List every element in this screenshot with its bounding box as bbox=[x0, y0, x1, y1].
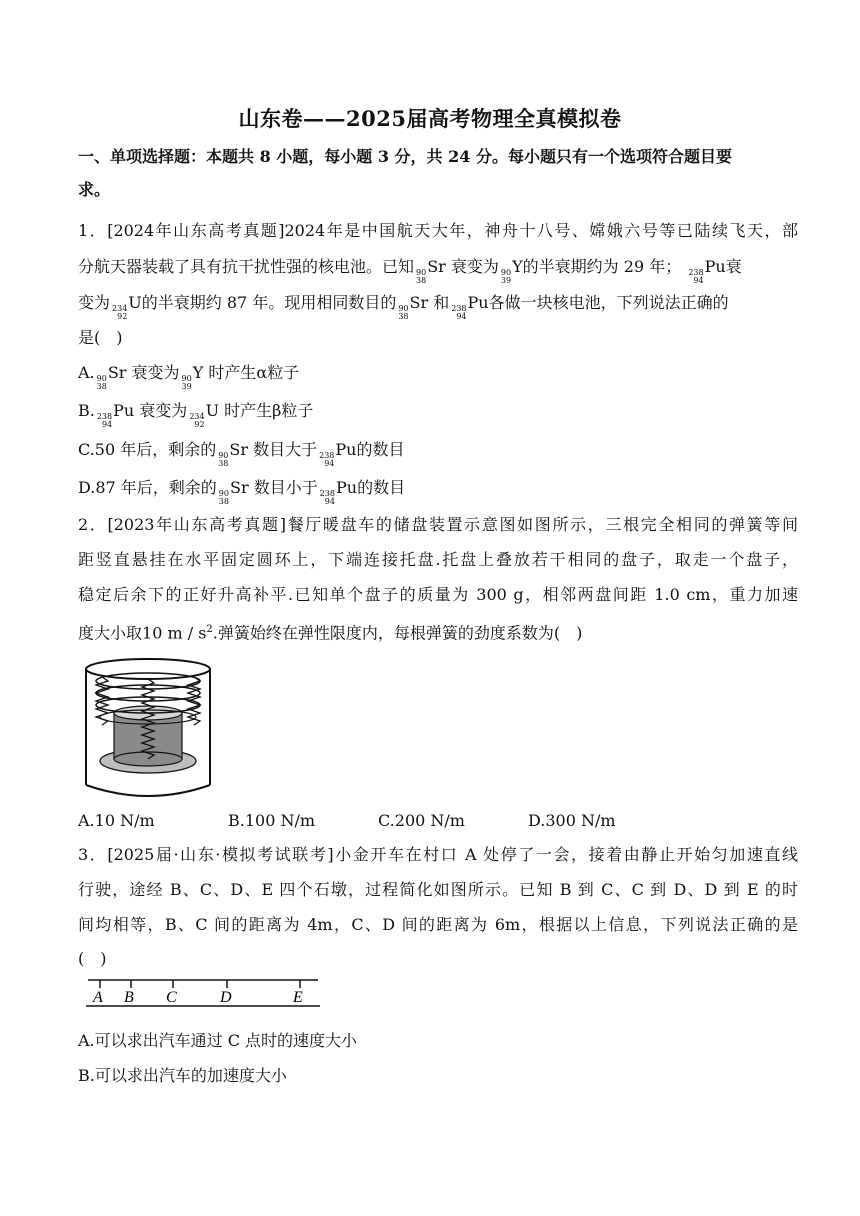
plate-warmer-figure bbox=[78, 655, 218, 801]
nuclide-pu: 238 94 bbox=[688, 268, 704, 285]
point-a-label: A bbox=[93, 989, 103, 1006]
point-d-label: D bbox=[220, 989, 232, 1006]
q2-line1: 2．[2023年山东高考真题]餐厅暖盘车的储盘装置示意图如图所示，三根完全相同的弹簧等间 bbox=[78, 515, 798, 534]
q1-option-d: D.87 年后，剩余的 90 38 Sr 数目小于 238 94 Pu的数目 bbox=[78, 478, 406, 506]
q2-option-b: B.100 N/m bbox=[228, 811, 316, 830]
section-heading-line1: 一、单项选择题：本题共 8 小题，每小题 3 分，共 24 分。每小题只有一个选项符合题目要 bbox=[78, 147, 732, 166]
nuclide-u: 234 92 bbox=[112, 304, 128, 321]
q1-option-b: B. 238 94 Pu 衰变为 234 92 U 时产生β粒子 bbox=[78, 401, 314, 429]
q2-line4: 度大小取10 m / $s^2$.弹簧始终在弹性限度内，每根弹簧的劲度系数为( ) bbox=[78, 623, 583, 643]
q3-line2: 行驶，途经 B、C、D、E 四个石墩，过程简化如图所示。已知 B 到 C、C 到 D、D 到 E 的时 bbox=[78, 880, 798, 899]
section-heading-line2: 求。 bbox=[78, 180, 111, 199]
q3-line1: 3．[2025届·山东·模拟考试联考]小金开车在村口 A 处停了一会，接着由静止开始匀加速直线 bbox=[78, 845, 798, 864]
q1-line4: 是( ) bbox=[78, 328, 123, 347]
q3-line3: 间均相等，B、C 间的距离为 4m，C、D 间的距离为 6m，根据以上信息，下列说法正确的是 bbox=[78, 915, 798, 934]
point-e-label: E bbox=[293, 989, 303, 1006]
q1-option-a: A. 90 38 Sr 衰变为 90 39 Y 时产生α粒子 bbox=[78, 363, 300, 391]
page-title: 山东卷——2025届高考物理全真模拟卷 bbox=[238, 106, 622, 131]
nuclide-sr: 90 38 bbox=[416, 268, 427, 285]
nuclide-y: 90 39 bbox=[500, 268, 512, 285]
point-c-label: C bbox=[166, 989, 177, 1006]
q2-line2: 距竖直悬挂在水平固定圆环上，下端连接托盘.托盘上叠放若干相同的盘子，取走一个盘子， bbox=[78, 550, 798, 569]
q1-line2: 分航天器装载了具有抗干扰性强的核电池。已知 90 38 Sr 衰变为 90 39 Y的半衰期约为 29 年； 238 94 Pu衰 bbox=[78, 257, 742, 285]
q1-line1: 1．[2024年山东高考真题]2024年是中国航天大年，神舟十八号、嫦娥六号等已陆续飞天，部 bbox=[78, 221, 798, 240]
point-b-label: B bbox=[124, 989, 134, 1006]
q2-option-d: D.300 N/m bbox=[528, 811, 616, 830]
q3-option-b: B.可以求出汽车的加速度大小 bbox=[78, 1066, 287, 1085]
q3-option-a: A.可以求出汽车通过 C 点时的速度大小 bbox=[78, 1031, 358, 1050]
q2-option-a: A.10 N/m bbox=[78, 811, 155, 830]
q3-line4: ( ) bbox=[78, 949, 107, 968]
road-figure bbox=[86, 972, 336, 1012]
q2-line3: 稳定后余下的正好升高补平.已知单个盘子的质量为 300 g，相邻两盘间距 1.0 cm，重力加速 bbox=[78, 585, 798, 604]
q2-option-c: C.200 N/m bbox=[378, 811, 465, 830]
q1-option-c: C.50 年后，剩余的 90 38 Sr 数目大于 238 94 Pu的数目 bbox=[78, 440, 405, 468]
q1-line3: 变为 234 92 U的半衰期约 87 年。现用相同数目的 90 38 Sr 和 238 94 Pu各做一块核电池，下列说法正确的 bbox=[78, 293, 729, 321]
